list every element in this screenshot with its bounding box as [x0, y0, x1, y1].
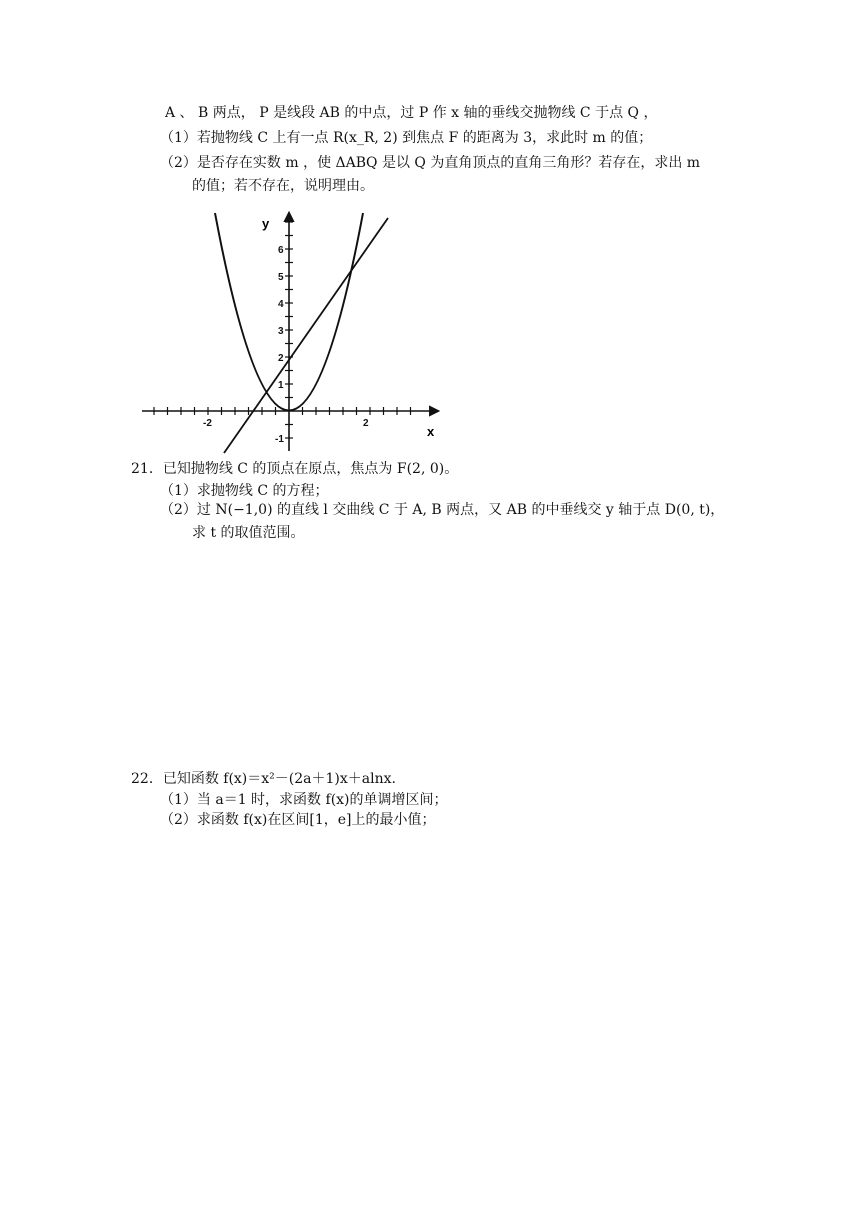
text-line-2: （1）若抛物线 C 上有一点 R(x_R, 2) 到焦点 F 的距离为 3，求此时 m 的值；: [160, 130, 653, 146]
x-axis-label: x: [427, 424, 435, 439]
question-22-part-2: （2）求函数 f(x)在区间[1，e]上的最小值；: [160, 812, 436, 828]
x-tick-label-neg2: -2: [203, 418, 212, 429]
question-21-stem: 21．已知抛物线 C 的顶点在原点，焦点为 F(2, 0)。: [131, 461, 459, 477]
function-graph: [138, 205, 448, 455]
y-tick-label-5: 5: [278, 272, 284, 283]
y-tick-label-1: 1: [278, 380, 284, 391]
text-line-3: （2）是否存在实数 m ，使 ΔABQ 是以 Q 为直角顶点的直角三角形？若存在，求出 m: [160, 155, 701, 171]
question-22-part-1: （1）当 a＝1 时，求函数 f(x)的单调增区间；: [160, 792, 448, 808]
text-line-1: A 、 B 两点， P 是线段 AB 的中点，过 P 作 x 轴的垂线交抛物线 C 于点 Q ，: [165, 105, 658, 121]
x-tick-label-2: 2: [363, 418, 369, 429]
question-21-part-1: （1）求抛物线 C 的方程；: [160, 483, 329, 499]
question-22-stem: 22．已知函数 f(x)＝x²－(2a＋1)x＋alnx.: [131, 771, 396, 787]
y-tick-label-4: 4: [278, 299, 284, 310]
y-tick-label-2: 2: [278, 353, 284, 364]
question-21-part-2-cont: 求 t 的取值范围。: [192, 525, 305, 541]
y-tick-label-neg1: -1: [275, 434, 284, 445]
y-tick-label-6: 6: [278, 245, 284, 256]
text-line-4: 的值；若不存在，说明理由。: [192, 178, 374, 194]
question-21-part-2: （2）过 N(−1,0) 的直线 l 交曲线 C 于 A, B 两点，又 AB 的中垂线交 y 轴于点 D(0, t)，: [160, 502, 725, 518]
y-axis-label: y: [262, 216, 270, 231]
y-tick-label-3: 3: [278, 326, 284, 337]
